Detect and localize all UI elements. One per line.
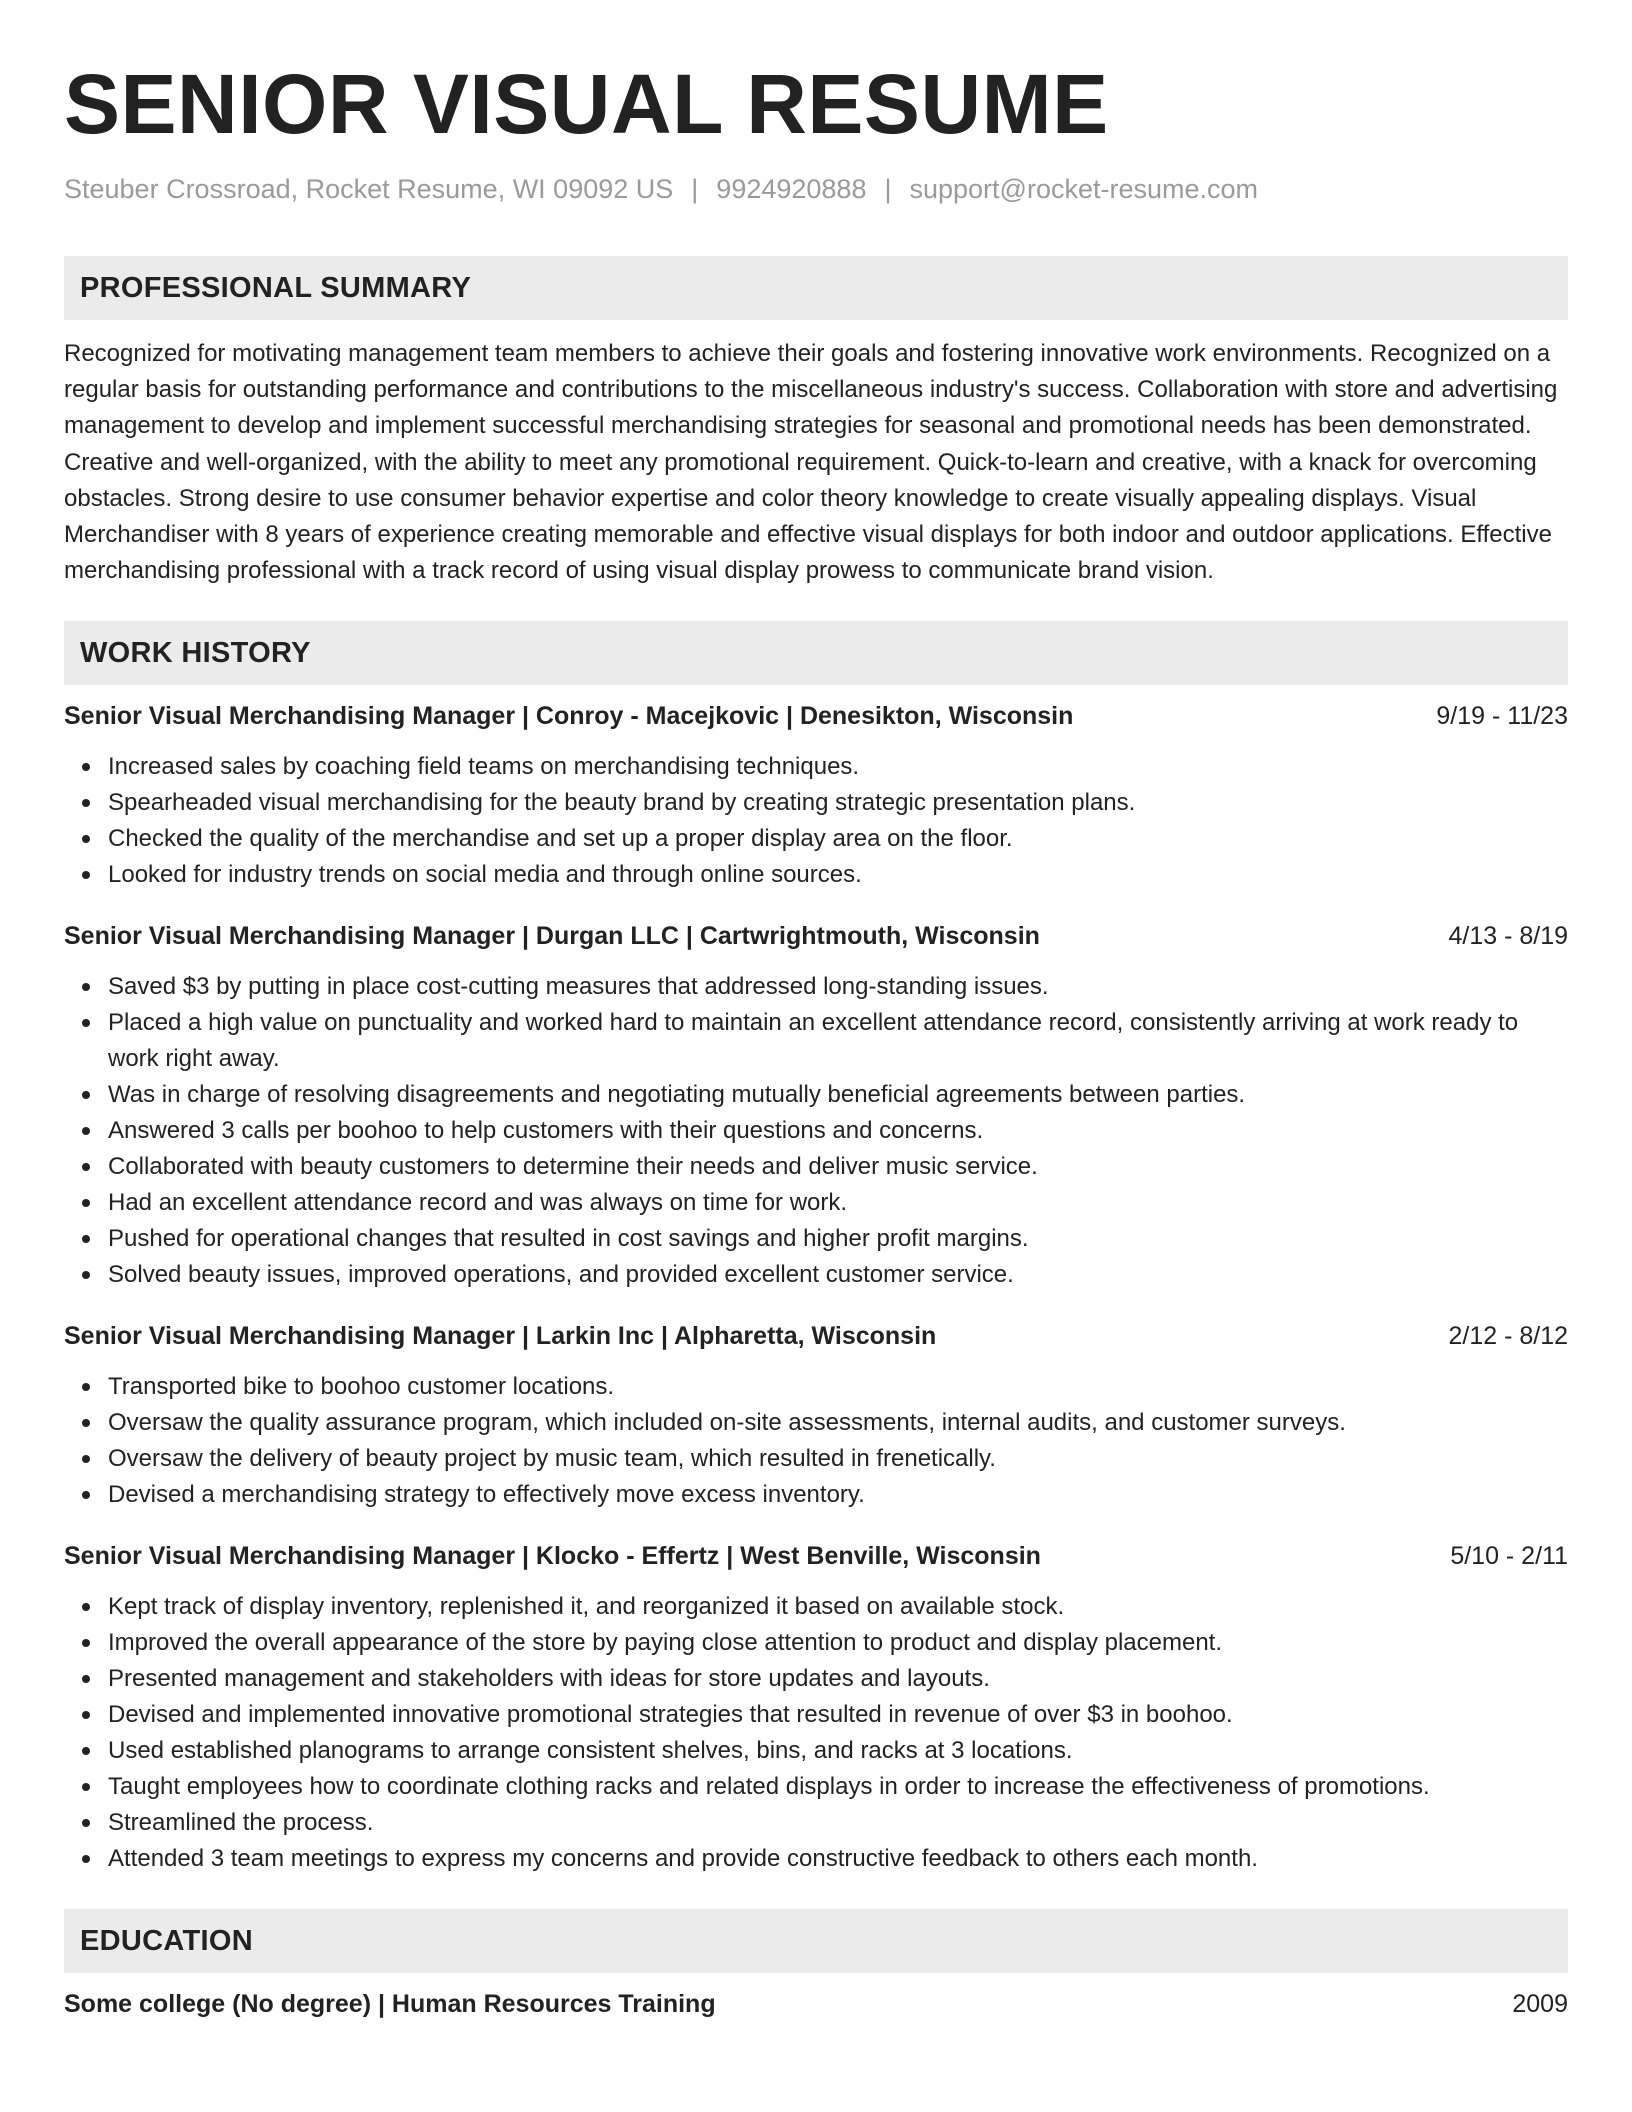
- education-year: 2009: [1512, 1990, 1568, 2019]
- job-dates: 2/12 - 8/12: [1448, 1322, 1568, 1351]
- bullet-dot-icon: [82, 763, 90, 771]
- bullet-dot-icon: [82, 1491, 90, 1499]
- job-bullet: [108, 1221, 1568, 1257]
- job-bullet: [108, 1113, 1568, 1149]
- job-bullet-text: Oversaw the quality assurance program, which included on-site assessments, internal audits, and customer surveys.: [108, 1409, 1346, 1437]
- job-header: [64, 699, 1568, 733]
- job-title: Senior Visual Merchandising Manager | Klocko - Effertz | West Benville, Wisconsin: [64, 1542, 1041, 1571]
- job-title: Senior Visual Merchandising Manager | Conroy - Macejkovic | Denesikton, Wisconsin: [64, 702, 1074, 731]
- bullet-dot-icon: [82, 1675, 90, 1683]
- job-bullet: [108, 1369, 1568, 1405]
- bullet-dot-icon: [82, 1455, 90, 1463]
- job-bullet-text: Looked for industry trends on social media and through online sources.: [108, 861, 862, 889]
- contact-separator: |: [884, 174, 892, 204]
- job-bullet: [108, 1185, 1568, 1221]
- bullet-dot-icon: [82, 1639, 90, 1647]
- job-bullet-text: Had an excellent attendance record and was always on time for work.: [108, 1189, 848, 1217]
- job-bullet: [108, 749, 1568, 785]
- job-bullet: [108, 1841, 1568, 1877]
- bullet-dot-icon: [82, 1235, 90, 1243]
- job-bullet-text: Answered 3 calls per boohoo to help customers with their questions and concerns.: [108, 1117, 984, 1145]
- bullet-dot-icon: [82, 1271, 90, 1279]
- bullet-dot-icon: [82, 1747, 90, 1755]
- job-bullet: [108, 1697, 1568, 1733]
- job-bullet-text: Pushed for operational changes that resulted in cost savings and higher profit margins.: [108, 1225, 1029, 1253]
- education-title: Some college (No degree) | Human Resources Training: [64, 1990, 716, 2019]
- job-bullet: [108, 1769, 1568, 1805]
- job-bullet-text: Was in charge of resolving disagreements and negotiating mutually beneficial agreements between parties.: [108, 1081, 1246, 1109]
- job-bullet-text: Oversaw the delivery of beauty project by music team, which resulted in frenetically.: [108, 1445, 996, 1473]
- job-bullet: [108, 1441, 1568, 1477]
- bullet-dot-icon: [82, 1383, 90, 1391]
- job-bullet: [108, 1257, 1568, 1293]
- job-entry: [64, 919, 1568, 1293]
- bullet-dot-icon: [82, 1127, 90, 1135]
- bullet-dot-icon: [82, 983, 90, 991]
- job-bullet-text: Transported bike to boohoo customer locations.: [108, 1373, 615, 1401]
- resume-name: SENIOR VISUAL RESUME: [64, 57, 1109, 151]
- section-header-work-history: WORK HISTORY: [64, 621, 1568, 685]
- bullet-dot-icon: [82, 1091, 90, 1099]
- bullet-dot-icon: [82, 1819, 90, 1827]
- job-bullet: [108, 1805, 1568, 1841]
- job-entry: [64, 1539, 1568, 1877]
- job-dates: 4/13 - 8/19: [1448, 922, 1568, 951]
- bullet-dot-icon: [82, 1783, 90, 1791]
- job-bullet-text: Spearheaded visual merchandising for the beauty brand by creating strategic presentation plans.: [108, 789, 1136, 817]
- job-bullet-text: Checked the quality of the merchandise and set up a proper display area on the floor.: [108, 825, 1013, 853]
- job-bullet-text: Improved the overall appearance of the store by paying close attention to product and display placement.: [108, 1629, 1223, 1657]
- contact-phone: 9924920888: [716, 174, 867, 204]
- bullet-dot-icon: [82, 1163, 90, 1171]
- bullet-dot-icon: [82, 1419, 90, 1427]
- job-bullet-list: [64, 969, 1568, 1293]
- job-bullet-text: Presented management and stakeholders with ideas for store updates and layouts.: [108, 1665, 990, 1693]
- job-bullet: [108, 969, 1568, 1005]
- job-bullet-list: [64, 1589, 1568, 1877]
- bullet-dot-icon: [82, 1019, 90, 1027]
- section-header-summary: PROFESSIONAL SUMMARY: [64, 256, 1568, 320]
- job-bullet-text: Taught employees how to coordinate clothing racks and related displays in order to increase the effectiveness of promotions.: [108, 1773, 1430, 1801]
- job-bullet-text: Used established planograms to arrange consistent shelves, bins, and racks at 3 locations.: [108, 1737, 1073, 1765]
- section-header-education: EDUCATION: [64, 1909, 1568, 1973]
- work-history-list: [64, 699, 1568, 1877]
- job-bullet: [108, 1625, 1568, 1661]
- job-bullet-list: [64, 749, 1568, 893]
- job-bullet: [108, 821, 1568, 857]
- job-header: [64, 919, 1568, 953]
- job-header: [64, 1539, 1568, 1573]
- job-bullet-text: Collaborated with beauty customers to determine their needs and deliver music service.: [108, 1153, 1038, 1181]
- education-entry: [64, 1987, 1568, 2021]
- job-bullet-text: Increased sales by coaching field teams on merchandising techniques.: [108, 753, 860, 781]
- job-bullet-text: Placed a high value on punctuality and worked hard to maintain an excellent attendance record, consistently arriving at work ready to work right away.: [108, 1009, 1519, 1073]
- bullet-dot-icon: [82, 799, 90, 807]
- summary-text: Recognized for motivating management team members to achieve their goals and fostering innovative work environments. Recognized on a regular basis for outstanding performance and contributions to the miscellaneous industry's success. Collaboration with store and advertising management to develop and implement successful merchandising strategies for seasonal and promotional needs has been demonstrated. Creative and well-organized, with the ability to meet any promotional requirement. Quick-to-learn and creative, with a knack for overcoming obstacles. Strong desire to use consumer behavior expertise and color theory knowledge to create visually appealing displays. Visual Merchandiser with 8 years of experience creating memorable and effective visual displays for both indoor and outdoor applications. Effective merchandising professional with a track record of using visual display prowess to communicate brand vision.: [64, 340, 1558, 585]
- contact-address: Steuber Crossroad, Rocket Resume, WI 09092 US: [64, 174, 674, 204]
- job-bullet: [108, 785, 1568, 821]
- job-bullet: [108, 1733, 1568, 1769]
- job-header: [64, 1319, 1568, 1353]
- job-bullet: [108, 1589, 1568, 1625]
- job-bullet-list: [64, 1369, 1568, 1513]
- bullet-dot-icon: [82, 1855, 90, 1863]
- job-bullet-text: Devised and implemented innovative promotional strategies that resulted in revenue of over $3 in boohoo.: [108, 1701, 1233, 1729]
- job-title: Senior Visual Merchandising Manager | Larkin Inc | Alpharetta, Wisconsin: [64, 1322, 937, 1351]
- job-bullet-text: Streamlined the process.: [108, 1809, 374, 1837]
- job-title: Senior Visual Merchandising Manager | Durgan LLC | Cartwrightmouth, Wisconsin: [64, 922, 1040, 951]
- job-bullet-text: Devised a merchandising strategy to effectively move excess inventory.: [108, 1481, 865, 1509]
- job-bullet-text: Saved $3 by putting in place cost-cutting measures that addressed long-standing issues.: [108, 973, 1049, 1001]
- job-entry: [64, 1319, 1568, 1513]
- job-bullet: [108, 1661, 1568, 1697]
- job-bullet-text: Solved beauty issues, improved operations, and provided excellent customer service.: [108, 1261, 1014, 1289]
- bullet-dot-icon: [82, 1603, 90, 1611]
- job-dates: 5/10 - 2/11: [1450, 1542, 1568, 1571]
- job-bullet: [108, 1005, 1568, 1077]
- job-bullet: [108, 1149, 1568, 1185]
- job-dates: 9/19 - 11/23: [1436, 702, 1568, 731]
- job-bullet: [108, 1405, 1568, 1441]
- contact-email: support@rocket-resume.com: [909, 174, 1259, 204]
- bullet-dot-icon: [82, 835, 90, 843]
- contact-line: [64, 172, 1568, 206]
- job-bullet: [108, 1077, 1568, 1113]
- job-bullet: [108, 857, 1568, 893]
- job-bullet-text: Kept track of display inventory, replenished it, and reorganized it based on available stock.: [108, 1593, 1065, 1621]
- job-entry: [64, 699, 1568, 893]
- contact-separator: |: [691, 174, 699, 204]
- bullet-dot-icon: [82, 1199, 90, 1207]
- bullet-dot-icon: [82, 1711, 90, 1719]
- education-list: [64, 1987, 1568, 2021]
- bullet-dot-icon: [82, 871, 90, 879]
- job-bullet-text: Attended 3 team meetings to express my concerns and provide constructive feedback to others each month.: [108, 1845, 1258, 1873]
- job-bullet: [108, 1477, 1568, 1513]
